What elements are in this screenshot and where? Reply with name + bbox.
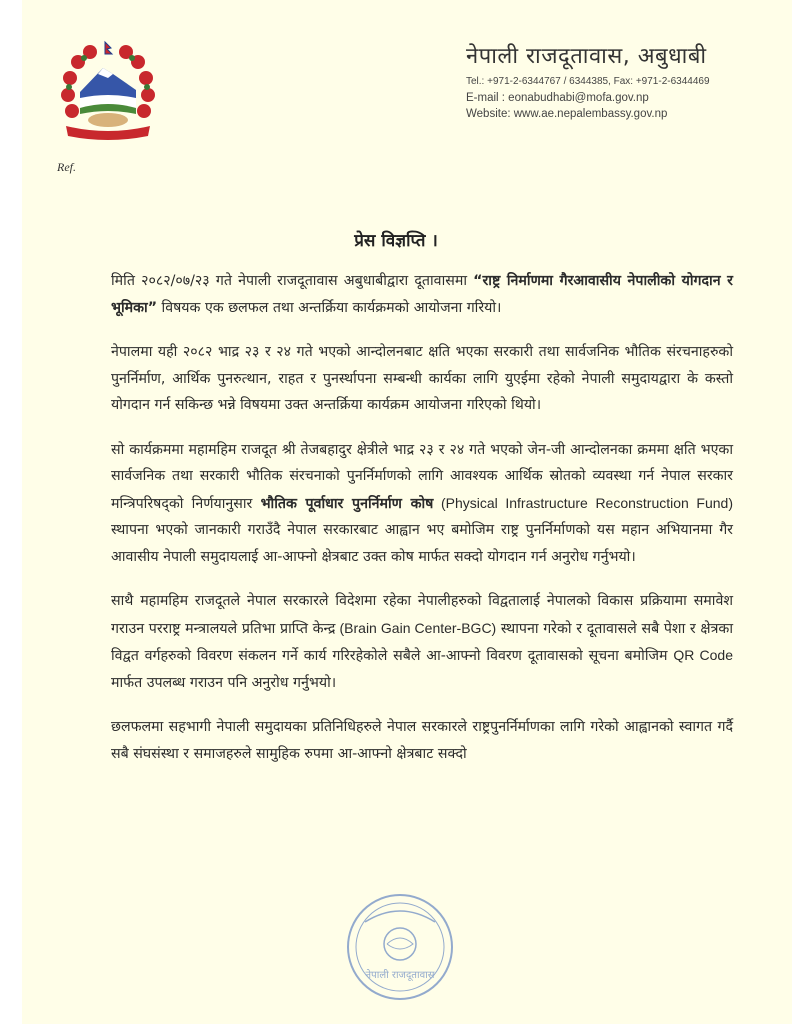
paragraph-4 [111,588,733,696]
paragraph-1 [111,268,733,321]
tel-fax: Tel.: +971-2-6344767 / 6344385, Fax: +971-2-6344469 [466,76,710,87]
embassy-seal-icon [345,892,455,1002]
fund-name-english: (Physical Infrastructure Reconstruction Fund) [433,494,733,511]
scan-margin [0,0,22,1024]
paragraph-text: स्थापना भएको जानकारी गराउँदै नेपाल सरकारबाट आह्वान भए बमोजिम राष्ट्र पुनर्निर्माणको यस महान अभियानमा गैर आवासीय नेपाली समुदायलाई आ-आफ्नो क्षेत्रबाट उक्त कोष मार्फत सक्दो योगदान गर्न अनुरोध गर्नुभयो। [111,522,733,565]
paragraph-text: मिति २०८२/०७/२३ गते नेपाली राजदूतावास अबुधाबीद्वारा दूतावासमा [111,273,474,289]
document-body [111,268,733,785]
fund-name-bold: भौतिक पूर्वाधार पुनर्निर्माण कोष [260,495,434,512]
paragraph-text: साथै महामहिम राजदूतले नेपाल सरकारले विदेशमा रहेका नेपालीहरुको विद्वतालाई नेपालको विकास प्रक्रियामा समावेश गराउन परराष्ट्र मन्त्रालयले प्रतिभा प्राप्ति केन्द्र [111,593,733,637]
svg-text:नेपाली राजदूतावास: नेपाली राजदूतावास [365,970,435,981]
ref-label: Ref. [57,160,76,174]
bgc-english: (Brain Gain Center-BGC) [335,619,497,636]
qr-code-text: QR Code [673,647,733,663]
paragraph-text: सो कार्यक्रममा महामहिम राजदूत श्री तेजबहादुर क्षेत्रीले भाद्र २३ र २४ गते भएको जेन-जी आन्दोलनका क्रममा क्षति भएका सार्वजनिक तथा सरकारी भौतिक संरचनाको पुनर्निर्माणको लागि आवश्यक आर्थिक स्रोतको व्यवस्था गर्न नेपाल सरकार मन्त्रिपरिषद्को निर्णयानुसार [111,441,733,512]
paragraph-text: स्थापना गरेको र दूतावासले सबै पेशा र क्षेत्रका विद्वत वर्गहरुको विवरण संकलन गर्ने कार्य गरिरहेकोले सबैले आ-आफ्नो विवरण दूतावासको सूचना बमोजिम [111,620,733,664]
email-link[interactable]: E-mail : eonabudhabi@mofa.gov.np [466,92,649,104]
paragraph-text: विषयक एक छलफल तथा अन्तर्क्रिया कार्यक्रमको आयोजना गरियो। [157,299,502,316]
website-link[interactable]: Website: www.ae.nepalembassy.gov.np [466,108,668,120]
letterhead [454,40,754,122]
document-title: प्रेस विज्ञप्ति । [354,231,438,251]
nepal-coat-of-arms-icon [58,40,158,150]
paragraph-5: छलफलमा सहभागी नेपाली समुदायका प्रतिनिधिहरुले नेपाल सरकारले राष्ट्रपुनर्निर्माणका लागि गरेको आह्वानको स्वागत गर्दै सबै संघसंस्था र समाजहरुले सामुहिक रुपमा आ-आफ्नो क्षेत्रबाट सक्दो [111,719,733,762]
embassy-name: नेपाली राजदूतावास, अबुधाबी [466,44,707,69]
paragraph-3 [111,437,733,571]
program-title-bold: “राष्ट्र निर्माणमा गैरआवासीय नेपालीको योगदान र भूमिका” [111,273,733,316]
paragraph-text: मार्फत उपलब्ध गराउन पनि अनुरोध गर्नुभयो। [111,674,337,691]
paragraph-2: नेपालमा यही २०८२ भाद्र २३ र २४ गते भएको आन्दोलनबाट क्षति भएका सरकारी तथा सार्वजनिक भौतिक संरचनाहरुको पुनर्निर्माण, आर्थिक पुनरुत्थान, राहत र पुनर्स्थापना सम्बन्धी कार्यका लागि युएईमा रहेको नेपाली समुदायद्वारा के कस्तो योगदान गर्न सकिन्छ भन्ने विषयमा उक्त अन्तर्क्रिया कार्यक्रम आयोजना गरिएको थियो। [111,344,733,413]
